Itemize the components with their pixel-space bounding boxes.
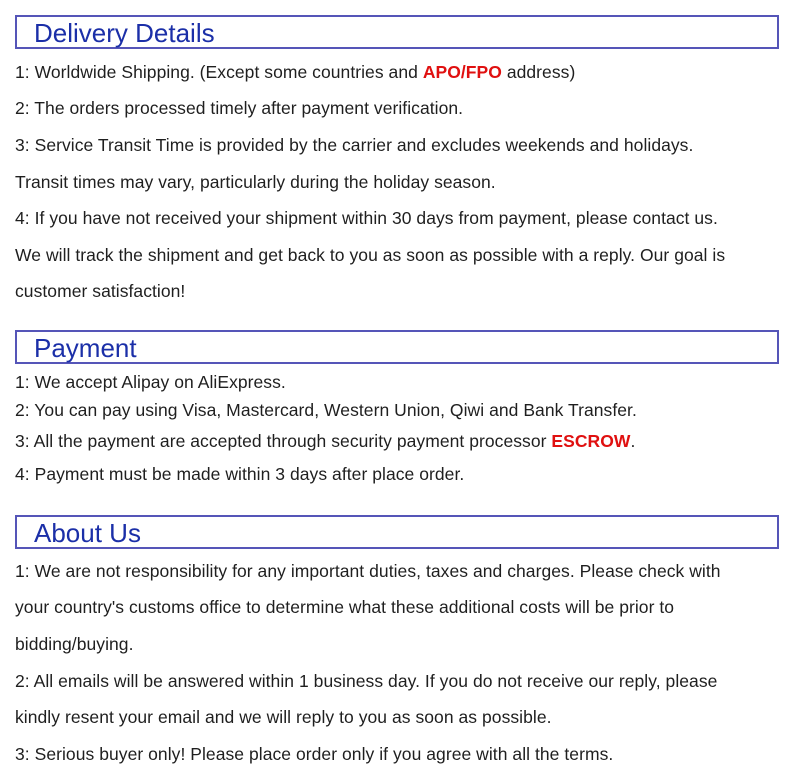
delivery-line-4b: We will track the shipment and get back to you as soon as possible with a reply. Our goal is <box>15 245 726 265</box>
delivery-details-header <box>15 15 779 49</box>
about-line-1a: 1: We are not responsibility for any important duties, taxes and charges. Please check with <box>15 561 721 581</box>
payment-title: Payment <box>34 333 137 363</box>
delivery-line-2: 2: The orders processed timely after payment verification. <box>15 98 464 118</box>
delivery-details-title: Delivery Details <box>34 18 215 48</box>
payment-line-3 <box>15 430 635 452</box>
payment-line-1: 1: We accept Alipay on AliExpress. <box>15 372 286 392</box>
about-line-1c: bidding/buying. <box>15 634 134 654</box>
about-line-2b: kindly resent your email and we will reply to you as soon as possible. <box>15 707 552 727</box>
delivery-line-3a: 3: Service Transit Time is provided by the carrier and excludes weekends and holidays. <box>15 135 694 155</box>
about-us-title: About Us <box>34 518 141 548</box>
delivery-line-3b: Transit times may vary, particularly during the holiday season. <box>15 172 496 192</box>
delivery-line-1-suffix: address) <box>501 62 576 82</box>
payment-header <box>15 330 779 364</box>
payment-line-3-text: 3: All the payment are accepted through security payment processor <box>15 431 552 451</box>
payment-line-4: 4: Payment must be made within 3 days after place order. <box>15 464 465 484</box>
about-line-2a: 2: All emails will be answered within 1 business day. If you do not receive our reply, please <box>15 671 718 691</box>
delivery-line-4a: 4: If you have not received your shipment within 30 days from payment, please contact us. <box>15 208 718 228</box>
delivery-line-4c: customer satisfaction! <box>15 281 186 301</box>
payment-line-3-suffix: . <box>630 431 636 451</box>
about-us-header <box>15 515 779 549</box>
apo-fpo-highlight: APO/FPO <box>422 62 502 82</box>
delivery-line-1 <box>15 61 575 83</box>
delivery-line-1-text: 1: Worldwide Shipping. (Except some countries and <box>15 62 423 82</box>
about-line-3: 3: Serious buyer only! Please place order only if you agree with all the terms. <box>15 744 614 764</box>
about-line-1b: your country's customs office to determine what these additional costs will be prior to <box>15 597 675 617</box>
payment-line-2: 2: You can pay using Visa, Mastercard, Western Union, Qiwi and Bank Transfer. <box>15 400 637 420</box>
escrow-highlight: ESCROW <box>551 431 631 451</box>
